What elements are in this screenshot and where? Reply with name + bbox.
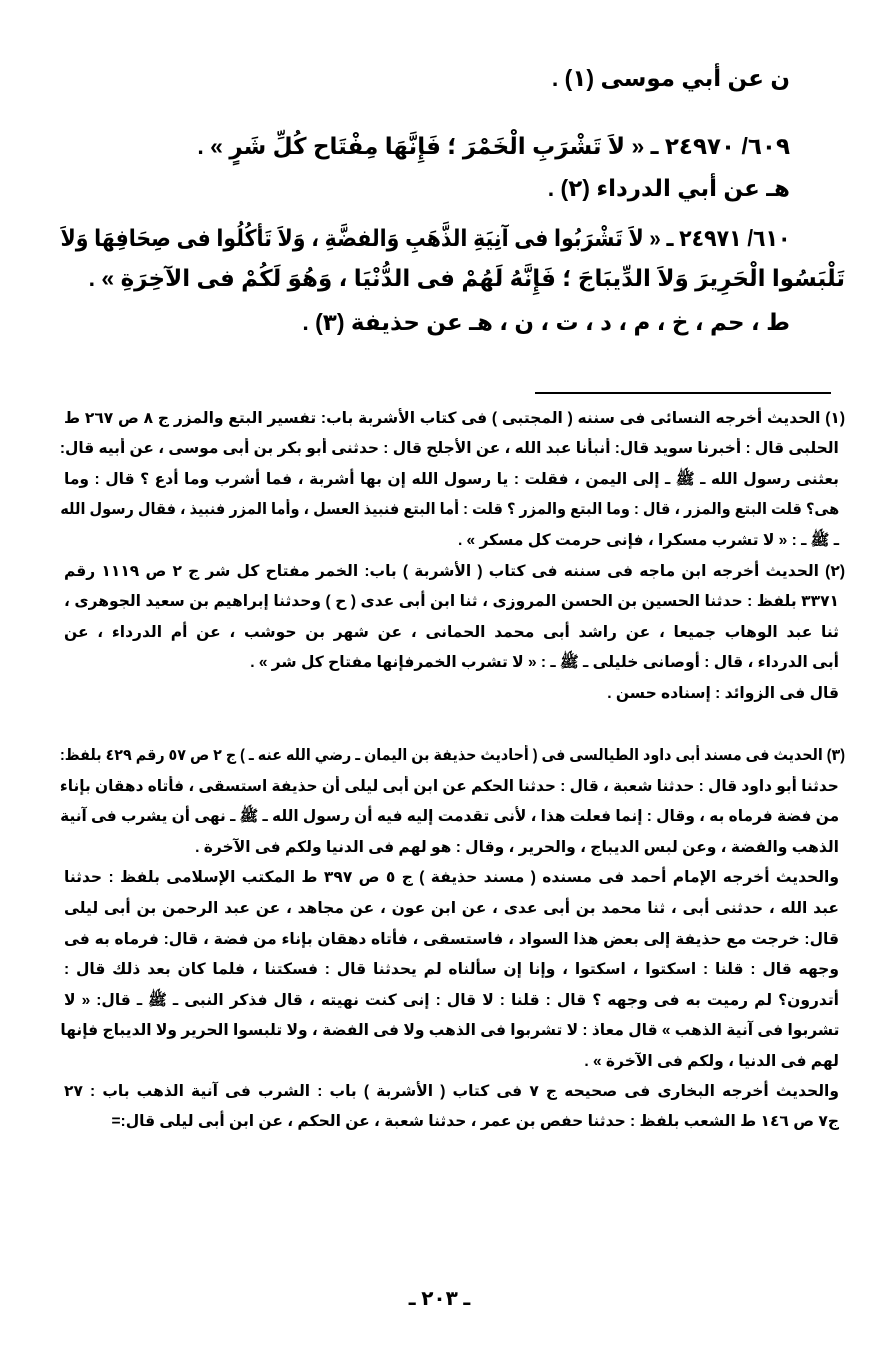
main-text-line: ن عن أبي موسى (١) . xyxy=(551,65,790,91)
footnote-line: (١) الحديث أخرجه النسائى فى سننه ( المجتبى ) فى كتاب الأشربة باب: تفسير البتع والمزر ج ٨ ص ٢٦٧ ط xyxy=(64,410,846,427)
footnote-line: الحلبى قال : أخبرنا سويد قال: أنبأنا عبد الله ، عن الأجلح قال : حدثنى أبو بكر بن أبى موسى ، عن أبيه قال: xyxy=(60,440,839,457)
footnote-line: قال: خرجت مع حذيفة إلى بعض هذا السواد ، فاستسقى ، فأتاه دهقان بإناء من فضة ، قال: فرماه به فى xyxy=(64,931,839,948)
footnote-line: تشربوا فى آنية الذهب » قال معاذ : لا تشربوا فى الذهب ولا فى الفضة ، ولا تلبسوا الحرير ولا الديباج فإنها xyxy=(59,1022,839,1039)
footnote-line: والحديث أخرجه الإمام أحمد فى مسنده ( مسند حذيفة ) ج ٥ ص ٣٩٧ ط المكتب الإسلامى بلفظ : حدثنا xyxy=(64,869,839,886)
footnote-line: هى؟ قلت البتع والمزر ، قال : وما البتع والمزر ؟ قلت : أما البتع فنبيذ العسل ، وأما المزر فنبيذ ، فقال رسول الله xyxy=(60,501,839,518)
footnote-line: الذهب والفضة ، وعن لبس الديباج ، والحرير ، وقال : هو لهم فى الدنيا ولكم فى الآخرة . xyxy=(195,839,839,856)
footnote-line: عبد الله ، حدثنى أبى ، ثنا محمد بن أبى عدى ، عن ابن عون ، عن مجاهد ، عن عبد الرحمن بن أبى ليلى xyxy=(64,900,839,917)
footnote-line: أتدرون؟ لم رميت به فى وجهه ؟ قال : قلنا : لا قال : إنى كنت نهيته ، قال فذكر النبى ـ ﷺ ـ قال: « لا xyxy=(64,992,839,1009)
footnote-line: لهم فى الدنيا ، ولكم فى الآخرة » . xyxy=(584,1053,839,1070)
main-text-line: ٦٠٩/ ٢٤٩٧٠ ـ « لاَ تَشْرَبِ الْخَمْرَ ؛ فَإِنَّهَا مِفْتَاح كُلِّ شَرٍ » . xyxy=(197,133,790,159)
main-text-line: ط ، حم ، خ ، م ، د ، ت ، ن ، هـ عن حذيفة (٣) . xyxy=(302,309,790,335)
main-text-line: ٦١٠/ ٢٤٩٧١ ـ « لاَ تَشْرَبُوا فى آنِيَةِ الذَّهَبِ وَالفضَّةِ ، وَلاَ تَأكُلُوا فى صِحَافِهَا وَلاَ xyxy=(60,225,790,251)
footnote-separator xyxy=(535,392,831,394)
footnote-line: قال فى الزوائد : إسناده حسن . xyxy=(607,685,839,702)
page-number: ـ ٢٠٣ ـ xyxy=(408,1288,471,1310)
footnote-line: ثنا عبد الوهاب جميعا ، عن راشد أبى محمد الحمانى ، عن شهر بن حوشب ، عن أم الدرداء ، عن xyxy=(64,624,839,641)
footnote-line: والحديث أخرجه البخارى فى صحيحه ج ٧ فى كتاب ( الأشربة ) باب : الشرب فى آنية الذهب باب : ٢٧ xyxy=(64,1083,839,1100)
footnote-line: ٣٣٧١ بلفظ : حدثنا الحسين بن الحسن المروزى ، ثنا ابن أبى عدى ( ح ) وحدثنا إبراهيم بن سعيد الجوهرى ، xyxy=(64,593,839,610)
footnote-line: ـ ﷺ ـ : « لا تشرب مسكرا ، فإنى حرمت كل مسكر » . xyxy=(457,532,839,549)
footnote-line: من فضة فرماه به ، وقال : إنما فعلت هذا ، لأنى تقدمت إليه فيه أن رسول الله ـ ﷺ ـ نهى أن يشرب فى آنية xyxy=(59,808,839,825)
main-text-line: هـ عن أبي الدرداء (٢) . xyxy=(547,175,790,201)
footnote-line: أبى الدرداء ، قال : أوصانى خليلى ـ ﷺ ـ : « لا تشرب الخمرفإنها مفتاح كل شر » . xyxy=(250,654,839,671)
footnote-line: ج٧ ص ١٤٦ ط الشعب بلفظ : حدثنا حفص بن عمر ، حدثنا شعبة ، عن الحكم ، عن ابن أبى ليلى قال:= xyxy=(111,1113,839,1130)
footnote-line: (٢) الحديث أخرجه ابن ماجه فى سننه فى كتاب ( الأشربة ) باب: الخمر مفتاح كل شر ج ٢ ص ١١١٩ رقم xyxy=(64,563,845,580)
footnote-line: وجهه قال : قلنا : اسكتوا ، اسكتوا ، وإنا إن سألناه لم يحدثنا قال : فسكتنا ، فلما كان بعد ذلك قال : xyxy=(64,961,839,978)
footnote-line: حدثنا أبو داود قال : حدثنا شعبة ، قال : حدثنا الحكم عن ابن أبى ليلى أن حذيفة استسقى ، فأتاه دهقان بإناء xyxy=(60,778,839,795)
footnote-line: بعثنى رسول الله ـ ﷺ ـ إلى اليمن ، فقلت : يا رسول الله إن بها أشربة ، فما أشرب وما أدع ؟ قال : وما xyxy=(64,471,839,488)
footnote-line: (٣) الحديث فى مسند أبى داود الطيالسى فى ( أحاديث حذيفة بن اليمان ـ رضي الله عنه ـ ) ج ٢ ص ٥٧ رقم ٤٢٩ بلفظ: xyxy=(60,747,845,764)
main-text-line: تَلْبَسُوا الْحَرِيرَ وَلاَ الدِّيبَاجَ ؛ فَإِنَّهُ لَهُمْ فى الدُّنْيَا ، وَهُوَ لَكُمْ فى الآخِرَةِ » . xyxy=(88,265,845,291)
